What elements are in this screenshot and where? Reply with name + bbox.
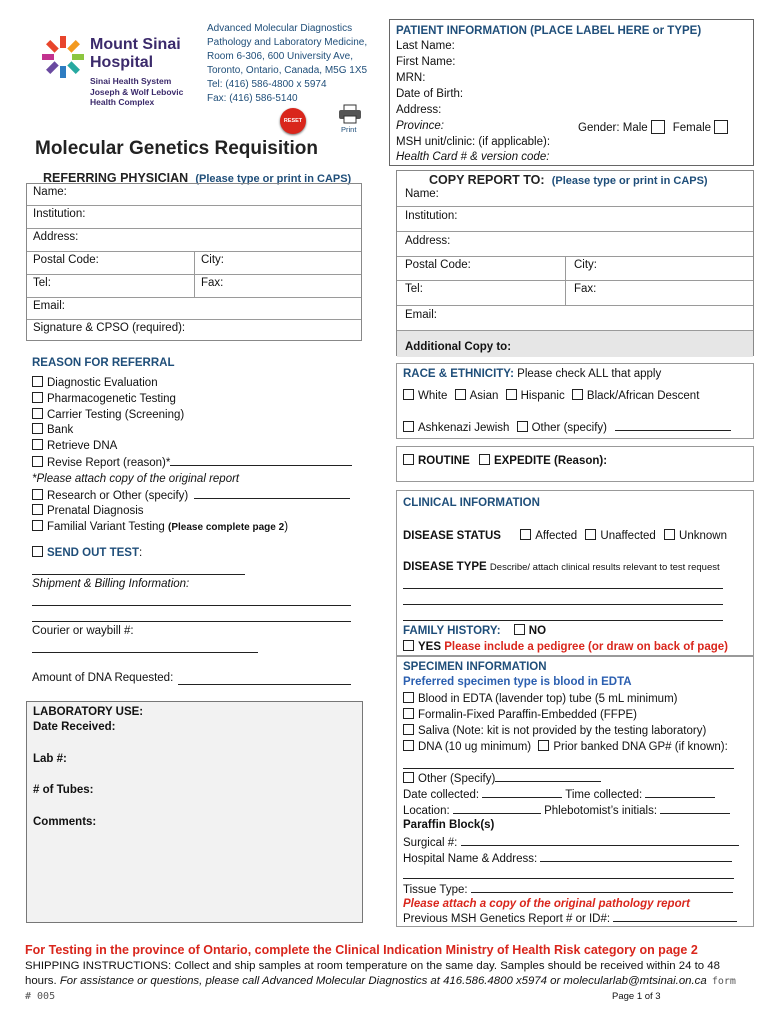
specimen-box xyxy=(396,656,754,927)
phlebotomist-field[interactable] xyxy=(660,803,730,814)
printer-icon xyxy=(338,104,362,124)
lab-use-tubes: # of Tubes: xyxy=(33,784,94,796)
race-option-other[interactable] xyxy=(517,422,607,434)
ontario-notice: For Testing in the province of Ontario, complete the Clinical Indication Ministry of Health Risk category on page 2 xyxy=(25,943,698,957)
referring-heading-note: (Please type or print in CAPS) xyxy=(195,173,352,185)
surgical-row xyxy=(403,835,739,849)
disease-status-row xyxy=(403,529,727,542)
checkbox[interactable] xyxy=(664,529,675,540)
reset-button[interactable] xyxy=(280,108,306,134)
amount-field[interactable] xyxy=(178,684,351,685)
specimen-blood-label: Blood in EDTA (lavender top) tube (5 mL minimum) xyxy=(418,693,678,705)
patient-dob: Date of Birth: xyxy=(396,88,464,100)
checkbox[interactable] xyxy=(403,692,414,703)
race-heading xyxy=(403,368,661,380)
race-option-white[interactable] xyxy=(403,390,447,402)
reason-item[interactable] xyxy=(32,392,352,408)
logo-sub2: Joseph & Wolf Lebovic xyxy=(90,87,184,97)
ref-postal-label: Postal Code: xyxy=(33,254,99,266)
patient-gender xyxy=(578,120,732,134)
ref-address-label: Address: xyxy=(33,231,79,243)
expedite-option[interactable] xyxy=(479,455,607,467)
lab-use-date: Date Received: xyxy=(33,721,116,733)
male-checkbox[interactable] xyxy=(651,120,665,134)
shipping-instructions-2: hours. xyxy=(25,975,57,987)
reset-label: RESET xyxy=(283,118,303,124)
tissue-label: Tissue Type: xyxy=(403,884,468,896)
form-number-1: form xyxy=(711,976,736,987)
unknown-label: Unknown xyxy=(679,530,727,542)
previous-field[interactable] xyxy=(613,911,737,922)
affected-label: Affected xyxy=(535,530,578,542)
hospital-row xyxy=(403,851,732,865)
disease-type-field-2[interactable] xyxy=(403,604,723,605)
footer-line3 xyxy=(25,975,736,987)
race-option-black[interactable] xyxy=(572,390,700,402)
family-yes-label: YES xyxy=(418,641,442,653)
clinical-heading: CLINICAL INFORMATION xyxy=(403,497,540,509)
sendout-checkbox[interactable] xyxy=(32,546,43,557)
patient-mrn: MRN: xyxy=(396,72,426,84)
star-logo-icon xyxy=(40,34,86,80)
race-option-label: White xyxy=(418,390,448,402)
specimen-dna-row xyxy=(403,740,728,753)
reason-research[interactable] xyxy=(32,488,352,505)
checkbox[interactable] xyxy=(32,439,43,450)
sendout-colon: : xyxy=(139,547,143,559)
family-no-label: NO xyxy=(528,625,547,637)
checkbox[interactable] xyxy=(479,454,490,465)
checkbox[interactable] xyxy=(520,529,531,540)
specimen-saliva-label: Saliva (Note: kit is not provided by the testing laboratory) xyxy=(418,725,707,737)
reason-item-label: Retrieve DNA xyxy=(47,440,118,453)
reason-item[interactable] xyxy=(32,408,352,424)
phlebotomist-label: Phlebotomist’s initials: xyxy=(544,805,658,817)
reason-item[interactable] xyxy=(32,439,352,455)
shipment-field-1[interactable] xyxy=(32,605,351,606)
checkbox[interactable] xyxy=(32,376,43,387)
race-heading-title: RACE & ETHNICITY: xyxy=(403,368,514,380)
lab-fax: Fax: (416) 586-5140 xyxy=(207,93,298,104)
sendout-amount-label: Amount of DNA Requested: xyxy=(32,672,174,684)
reason-familial-label: Familial Variant Testing xyxy=(47,521,165,534)
checkbox[interactable] xyxy=(32,504,43,515)
reason-item-label: Bank xyxy=(47,424,74,437)
print-label: Print xyxy=(341,125,357,134)
copy-email-label: Email: xyxy=(405,309,437,321)
copy-fax-label: Fax: xyxy=(574,283,597,295)
patient-address: Address: xyxy=(396,104,442,116)
race-other-label: Other (specify) xyxy=(531,422,608,434)
tissue-field[interactable] xyxy=(471,882,733,893)
copy-heading-note: (Please type or print in CAPS) xyxy=(551,175,708,187)
patient-unit: MSH unit/clinic: (if applicable): xyxy=(396,136,551,148)
checkbox[interactable] xyxy=(455,389,466,400)
logo-line1: Mount Sinai xyxy=(90,36,181,53)
family-history-label: FAMILY HISTORY: xyxy=(403,625,501,637)
family-yes-row[interactable] xyxy=(403,640,728,653)
ref-email-label: Email: xyxy=(33,300,65,312)
sendout-field[interactable] xyxy=(32,574,245,575)
reason-attach-note: *Please attach copy of the original report xyxy=(32,472,240,485)
checkbox[interactable] xyxy=(403,454,414,465)
disease-type-label: DISEASE TYPE xyxy=(403,561,487,573)
race-option-label: Hispanic xyxy=(520,390,565,402)
expedite-label: EXPEDITE (Reason): xyxy=(493,455,608,467)
patient-health-card: Health Card # & version code: xyxy=(396,151,550,163)
race-other-field[interactable] xyxy=(615,420,731,431)
assistance-note: For assistance or questions, please call Advanced Molecular Diagnostics at 416.586.4800 x5974 or molecularlab@mtsinai.on.ca xyxy=(59,975,707,987)
reason-heading: REASON FOR REFERRAL xyxy=(32,357,175,369)
race-box xyxy=(396,363,754,439)
patient-first-name: First Name: xyxy=(396,56,456,68)
lab-use-comments: Comments: xyxy=(33,816,97,828)
status-unknown[interactable] xyxy=(664,530,727,542)
gender-male-label: Gender: Male xyxy=(578,122,648,134)
surgical-field[interactable] xyxy=(461,835,739,846)
lab-dept: Pathology and Laboratory Medicine, xyxy=(207,37,368,48)
routine-option[interactable] xyxy=(403,455,470,467)
copy-name-label: Name: xyxy=(405,188,439,200)
hospital-field[interactable] xyxy=(540,851,732,862)
reason-item[interactable] xyxy=(32,423,352,439)
race-note: Please check ALL that apply xyxy=(517,368,662,380)
checkbox[interactable] xyxy=(572,389,583,400)
race-ashkenazi-label: Ashkenazi Jewish xyxy=(418,422,510,434)
logo-sub1: Sinai Health System xyxy=(90,76,172,86)
disease-type-row xyxy=(403,561,720,573)
race-option-asian[interactable] xyxy=(455,390,499,402)
page-number: Page 1 of 3 xyxy=(612,991,661,1002)
status-affected[interactable] xyxy=(520,530,577,542)
location-row xyxy=(403,803,730,817)
checkbox[interactable] xyxy=(403,640,414,651)
gender-female-label: Female xyxy=(672,122,712,134)
lab-addr2: Toronto, Ontario, Canada, M5G 1X5 xyxy=(207,65,368,76)
reason-item-label: Carrier Testing (Screening) xyxy=(47,408,185,421)
prior-dna-field[interactable] xyxy=(403,768,734,769)
race-option-ashkenazi[interactable] xyxy=(403,422,509,434)
lab-use-lab: Lab #: xyxy=(33,753,67,765)
patient-province: Province: xyxy=(396,120,444,132)
courier-field[interactable] xyxy=(32,652,258,653)
tissue-row xyxy=(403,882,733,896)
logo-line2: Hospital xyxy=(90,54,154,71)
ref-institution-label: Institution: xyxy=(33,208,86,220)
race-option-hispanic[interactable] xyxy=(506,390,565,402)
ref-city-label: City: xyxy=(201,254,224,266)
location-field[interactable] xyxy=(453,803,541,814)
specimen-preferred: Preferred specimen type is blood in EDTA xyxy=(403,676,632,688)
specimen-heading: SPECIMEN INFORMATION xyxy=(403,661,547,673)
family-no-option[interactable] xyxy=(514,625,546,637)
revise-reason-field[interactable] xyxy=(170,455,352,466)
priority-box xyxy=(396,446,754,482)
previous-label: Previous MSH Genetics Report # or ID#: xyxy=(403,913,611,925)
specimen-other-label: Other (Specify) xyxy=(418,773,496,785)
disease-type-field-1[interactable] xyxy=(403,588,723,589)
sendout-shipment-label: Shipment & Billing Information: xyxy=(32,578,190,590)
specimen-prior-label: Prior banked DNA GP# (if known): xyxy=(553,741,728,753)
status-unaffected[interactable] xyxy=(585,530,655,542)
print-button[interactable] xyxy=(336,104,364,134)
patient-heading: PATIENT INFORMATION (PLACE LABEL HERE or TYPE) xyxy=(396,25,702,37)
location-label: Location: xyxy=(403,805,450,817)
additional-copy-row xyxy=(397,331,753,357)
checkbox[interactable] xyxy=(32,520,43,531)
logo-sub3: Health Complex xyxy=(90,97,155,107)
specimen-blood[interactable] xyxy=(403,692,678,705)
family-yes-note: Please include a pedigree (or draw on back of page) xyxy=(444,641,728,653)
specimen-prior[interactable] xyxy=(538,741,728,753)
copy-heading xyxy=(429,173,708,187)
routine-label: ROUTINE xyxy=(418,455,470,467)
reason-revise-label: Revise Report (reason)* xyxy=(47,456,171,469)
hospital-label: Hospital Name & Address: xyxy=(403,853,538,865)
lab-address-block xyxy=(207,22,367,106)
reason-item-label: Diagnostic Evaluation xyxy=(47,377,158,389)
reason-list xyxy=(32,376,352,536)
checkbox[interactable] xyxy=(517,421,528,432)
hospital-logo xyxy=(40,34,210,114)
copy-heading-title: COPY REPORT TO: xyxy=(429,173,545,187)
race-option-label: Black/African Descent xyxy=(586,390,700,402)
time-collected-label: Time collected: xyxy=(565,789,643,801)
checkbox[interactable] xyxy=(538,740,549,751)
shipment-field-2[interactable] xyxy=(32,621,351,622)
copy-institution-label: Institution: xyxy=(405,210,458,222)
reason-item[interactable] xyxy=(32,376,352,392)
race-option-label: Asian xyxy=(469,390,499,402)
copy-report-box xyxy=(396,170,754,356)
checkbox[interactable] xyxy=(403,772,414,783)
ref-signature-label: Signature & CPSO (required): xyxy=(33,322,186,334)
page-title: Molecular Genetics Requisition xyxy=(35,138,318,159)
date-collected-field[interactable] xyxy=(482,787,562,798)
disease-type-field-3[interactable] xyxy=(403,620,723,621)
specimen-dna-label: DNA (10 ug minimum) xyxy=(418,741,532,753)
checkbox[interactable] xyxy=(32,489,43,500)
disease-type-note: Describe/ attach clinical results relevant to test request xyxy=(489,562,720,573)
reason-familial[interactable] xyxy=(32,520,352,536)
checkbox[interactable] xyxy=(403,389,414,400)
paraffin-label: Paraffin Block(s) xyxy=(403,819,495,831)
attach-path-note: Please attach a copy of the original pathology report xyxy=(403,898,690,910)
copy-city-label: City: xyxy=(574,259,597,271)
copy-address-label: Address: xyxy=(405,235,451,247)
family-history-row xyxy=(403,624,546,637)
referring-box xyxy=(26,183,362,341)
checkbox[interactable] xyxy=(32,392,43,403)
copy-additional-label: Additional Copy to: xyxy=(405,341,512,353)
checkbox[interactable] xyxy=(32,408,43,419)
checkbox[interactable] xyxy=(32,423,43,434)
specimen-ffpe-label: Formalin-Fixed Paraffin-Embedded (FFPE) xyxy=(418,709,637,721)
checkbox[interactable] xyxy=(32,456,43,467)
checkbox[interactable] xyxy=(585,529,596,540)
sendout-heading-label: SEND OUT TEST xyxy=(47,547,140,559)
date-collected-label: Date collected: xyxy=(403,789,480,801)
race-options-row2 xyxy=(403,420,731,434)
reason-familial-note: (Please complete page 2 xyxy=(168,522,285,534)
hospital-field-2[interactable] xyxy=(403,878,734,879)
copy-postal-label: Postal Code: xyxy=(405,259,471,271)
female-checkbox[interactable] xyxy=(714,120,728,134)
clinical-box xyxy=(396,490,754,656)
lab-tel: Tel: (416) 586-4800 x 5974 xyxy=(207,79,327,90)
time-collected-field[interactable] xyxy=(645,787,715,798)
specimen-dna[interactable] xyxy=(403,741,531,753)
race-options-row1 xyxy=(403,389,699,402)
unaffected-label: Unaffected xyxy=(600,530,656,542)
collection-row xyxy=(403,787,715,801)
ref-name-label: Name: xyxy=(33,186,67,198)
specimen-ffpe[interactable] xyxy=(403,708,637,721)
ref-fax-label: Fax: xyxy=(201,277,224,289)
shipping-instructions: SHIPPING INSTRUCTIONS: Collect and ship samples at room temperature on the same day. Samples should be received within 24 to 48 xyxy=(25,960,720,972)
reason-revise[interactable] xyxy=(32,455,352,472)
checkbox[interactable] xyxy=(403,740,414,751)
reason-research-label: Research or Other (specify) xyxy=(47,489,189,502)
copy-tel-label: Tel: xyxy=(405,283,423,295)
previous-row xyxy=(403,911,737,925)
ref-tel-label: Tel: xyxy=(33,277,51,289)
specimen-other[interactable] xyxy=(403,771,601,785)
reason-prenatal[interactable] xyxy=(32,504,352,520)
patient-info-box xyxy=(389,19,754,166)
sendout-heading[interactable] xyxy=(32,546,142,559)
checkbox[interactable] xyxy=(403,724,414,735)
checkbox[interactable] xyxy=(403,421,414,432)
checkbox[interactable] xyxy=(506,389,517,400)
checkbox[interactable] xyxy=(514,624,525,635)
disease-status-label: DISEASE STATUS xyxy=(403,530,501,542)
reason-prenatal-label: Prenatal Diagnosis xyxy=(47,505,144,518)
priority-row xyxy=(403,454,607,467)
specimen-other-field[interactable] xyxy=(495,771,601,782)
specimen-saliva[interactable] xyxy=(403,724,706,737)
lab-addr1: Room 6-306, 600 University Ave, xyxy=(207,51,354,62)
surgical-label: Surgical #: xyxy=(403,837,458,849)
form-number-2: # 005 xyxy=(25,991,56,1002)
lab-use-heading: LABORATORY USE: xyxy=(33,706,144,718)
sendout-courier-label: Courier or waybill #: xyxy=(32,625,134,637)
lab-name: Advanced Molecular Diagnostics xyxy=(207,23,353,34)
reason-item-label: Pharmacogenetic Testing xyxy=(47,392,176,405)
research-specify-field[interactable] xyxy=(194,488,350,499)
lab-use-box xyxy=(26,701,363,923)
patient-last-name: Last Name: xyxy=(396,40,455,52)
referring-heading-title: REFERRING PHYSICIAN xyxy=(43,171,189,185)
reason-familial-close: ) xyxy=(284,521,289,534)
checkbox[interactable] xyxy=(403,708,414,719)
